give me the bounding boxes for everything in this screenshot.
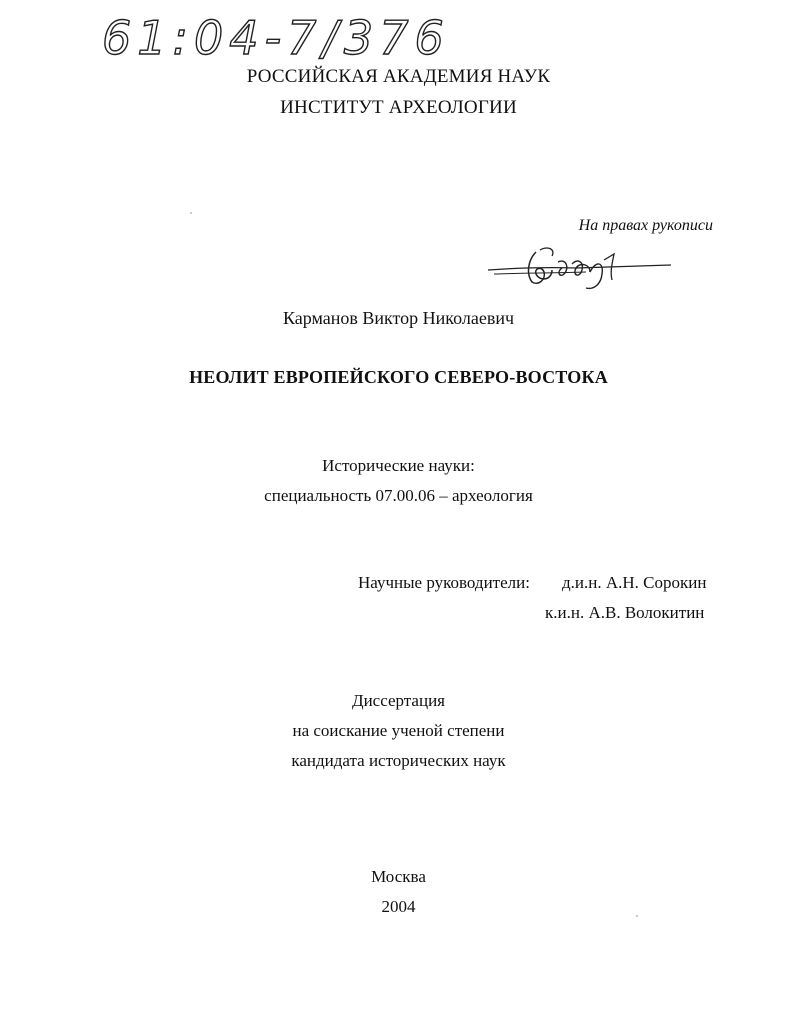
archive-code xyxy=(100,2,480,72)
signature-handwriting xyxy=(486,240,676,298)
dissertation-line-3: кандидата исторических наук xyxy=(291,751,506,770)
institute-name: ИНСТИТУТ АРХЕОЛОГИИ xyxy=(280,97,517,118)
dissertation-line-2: на соискание ученой степени xyxy=(292,721,505,740)
dissertation-title: НЕОЛИТ ЕВРОПЕЙСКОГО СЕВЕРО-ВОСТОКА xyxy=(189,367,608,387)
year: 2004 xyxy=(381,897,416,916)
specialty-code: специальность 07.00.06 – археология xyxy=(264,486,533,505)
scan-speck xyxy=(190,212,192,214)
supervisor-name: к.и.н. А.В. Волокитин xyxy=(545,603,705,622)
dissertation-line-1: Диссертация xyxy=(351,691,445,710)
signature xyxy=(486,240,676,298)
archive-code-handwriting xyxy=(100,2,480,72)
rights-note: На правах рукописи xyxy=(578,217,713,234)
academy-name: РОССИЙСКАЯ АКАДЕМИЯ НАУК xyxy=(246,66,551,87)
specialty-field: Исторические науки: xyxy=(322,456,475,475)
supervisor-name: д.и.н. А.Н. Сорокин xyxy=(562,573,707,592)
supervisors-label: Научные руководители: xyxy=(358,573,530,592)
author-name: Карманов Виктор Николаевич xyxy=(282,308,515,328)
scan-speck xyxy=(636,915,638,917)
archive-code-text: 61:04-7/376 xyxy=(102,11,450,65)
city: Москва xyxy=(371,867,426,886)
